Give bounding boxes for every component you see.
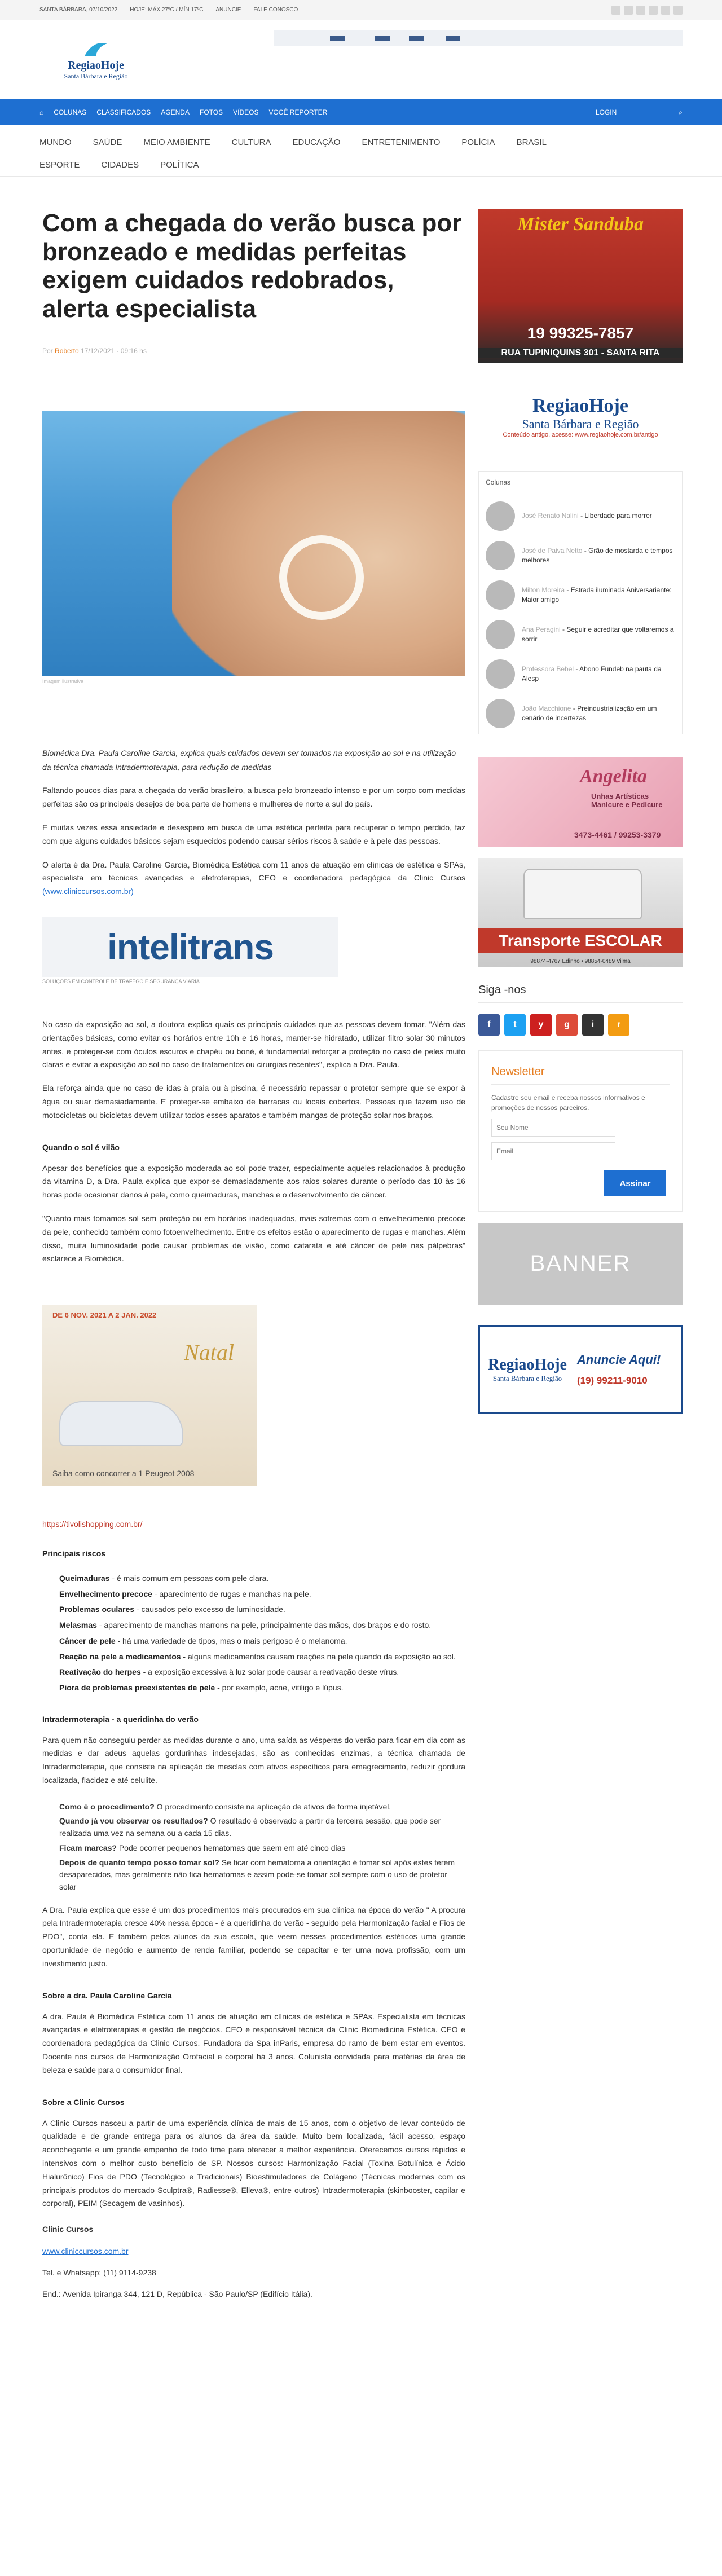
rss-icon[interactable] xyxy=(673,6,683,15)
colunas-widget xyxy=(478,471,683,734)
cat-esporte[interactable]: ESPORTE xyxy=(39,160,80,170)
rh-cta: Conteúdo antigo, acesse: www.regiaohoje.com.br/antigo xyxy=(503,431,658,438)
intelitrans-ad[interactable] xyxy=(42,917,338,977)
tab-colunas[interactable]: Colunas xyxy=(486,478,510,491)
youtube-icon[interactable] xyxy=(636,6,645,15)
sidebar xyxy=(478,209,683,2301)
cat-brasil[interactable]: BRASIL xyxy=(516,137,547,147)
faq-item: Depois de quanto tempo posso tomar sol? Se ficar com hematoma a orientação é tomar sol após estes terem desaparecidos, mas geralmente não fica hematomas e assim pode-se tomar sol sempre com o uso de protetor solar xyxy=(59,1857,455,1891)
newsletter-text: Cadastre seu email e receba nossos informativos e promoções de nossos parceiros. xyxy=(491,1094,645,1112)
subheading: Principais riscos xyxy=(42,1549,106,1558)
avatar xyxy=(486,580,515,610)
van-image xyxy=(523,869,642,919)
contact-link[interactable]: www.cliniccursos.com.br xyxy=(42,2246,129,2256)
intelitrans-logo-text: intelitrans xyxy=(107,926,274,967)
list-item: Queimaduras - é mais comum em pessoas com pele clara. xyxy=(59,1574,269,1583)
siga-title: Siga -nos xyxy=(478,984,526,996)
paragraph: Faltando poucos dias para a chegada do verão brasileiro, a busca pelo bronzeado intenso e por um corpo com medidas perfeitas são os principais desejos de boa parte de homens e mulheres de norte a sul do país. xyxy=(42,786,465,809)
avatar xyxy=(486,620,515,649)
rh-sub: Santa Bárbara e Região xyxy=(522,417,639,431)
tivoli-natal: Natal xyxy=(184,1340,234,1366)
cat-entretenimento[interactable]: ENTRETENIMENTO xyxy=(362,137,441,147)
subheading: Sobre a dra. Paula Caroline Garcia xyxy=(42,1991,172,2000)
cat-cultura[interactable]: CULTURA xyxy=(231,137,271,147)
sanduba-address: RUA TUPINIQUINS 301 - SANTA RITA xyxy=(478,348,683,358)
list-item: Melasmas - aparecimento de manchas marrons na pele, principalmente das mãos, dos braços e do rosto. xyxy=(59,1621,432,1630)
paragraph: Para quem não conseguiu perder as medidas durante o ano, uma saída as vésperas do verão para ficar em dia com as medidas e dar adeus aquelas gordurinhas indesejadas, são as conhecidas enzimas, a técnica chamada de Intradermoterapia, que consiste na aplicação de mesclas com ativos específicos para emagrecimento, reduzir gordura localizada, flacidez e até celulite. xyxy=(42,1735,465,1785)
cat-mundo[interactable]: MUNDO xyxy=(39,137,72,147)
paragraph: E muitas vezes essa ansiedade e desespero em busca de uma estética perfeita para recuperar o tempo perdido, faz com que alguns cuidados básicos sejam esquecidos podendo causar sérios riscos à saúde e à pele das pessoas. xyxy=(42,822,465,846)
nav-classificados[interactable]: CLASSIFICADOS xyxy=(96,108,151,116)
escolar-title: Transporte ESCOLAR xyxy=(478,928,683,953)
topbar xyxy=(0,0,722,20)
hero-caption: Imagem ilustrativa xyxy=(42,679,84,685)
contact-head: Clinic Cursos xyxy=(42,2225,94,2234)
main-nav xyxy=(0,99,722,125)
twitter-icon[interactable] xyxy=(624,6,633,15)
paragraph: A dra. Paula é Biomédica Estética com 11 anos de atuação em clínicas de estética e SPAs. Especialista em técnicas avançadas e eletroterapias e gestão de negócios. CEO e responsável técnica da Clinic Biomedicina Estética. CEO e coordenadora pedagógica da Clinic Cursos. Fundadora da Spa inParis, empresa do ramo de bem estar em eventos. Docente nos cursos de Harmonização Orofacial e corporal há 3 anos. Colunista convidada para matérias da área de beleza e saúde para o consumidor final. xyxy=(42,2011,465,2075)
paragraph: Apesar dos benefícios que a exposição moderada ao sol pode trazer, especialmente aqueles relacionados à produção da vitamina D, a Dra. Paula explica que expor-se demasiadamente aos raios solares durante o período das 10 às 16 horas pode ocasionar danos à pele, como queimaduras, manchas e o desenvolvimento de câncer. xyxy=(42,1163,465,1200)
instagram-icon[interactable] xyxy=(661,6,670,15)
nav-fotos[interactable]: FOTOS xyxy=(199,108,223,116)
escolar-phones: 98874-4767 Edinho • 98854-0489 Vilma xyxy=(530,958,631,965)
anuncie-link[interactable]: ANUNCIE xyxy=(215,7,241,13)
cliniccursos-link[interactable]: (www.cliniccursos.com.br) xyxy=(42,887,134,896)
banner-placeholder[interactable]: BANNER xyxy=(478,1223,683,1305)
paragraph: Ela reforça ainda que no caso de idas à praia ou à piscina, é necessário repassar o protetor sempre que se expor à água ou suar demasiadamente. E proteger-se embaixo de barracas ou locais cobertos. Pessoas que fazem uso de motocicletas ou bicicletas devem utilizar todos esses aparatos e também mangas de proteção solar nos braços. xyxy=(42,1084,465,1120)
article-author[interactable]: Roberto xyxy=(55,347,79,355)
anuncie-logo-sub: Santa Bárbara e Região xyxy=(492,1373,562,1382)
paragraph: O alerta é da Dra. Paula Caroline Garcia, Biomédica Estética com 11 anos de atuação em clínicas de estética e SPAs, especialista em técnicas avançadas e eletroterapias, CEO e coordenadora pedagógica da Clinic Cursos (www.cliniccursos.com.br) xyxy=(42,860,465,896)
nav-videos[interactable]: VÍDEOS xyxy=(233,108,259,116)
avatar xyxy=(486,699,515,728)
facebook-icon[interactable]: f xyxy=(478,1014,500,1036)
avatar xyxy=(486,659,515,689)
google-plus-icon[interactable] xyxy=(649,6,658,15)
subheading: Intradermoterapia - a queridinha do verão xyxy=(42,1714,199,1724)
list-item: Reação na pele a medicamentos - alguns medicamentos causam reações na pele quando da exposição ao sol. xyxy=(59,1652,456,1661)
list-item: Envelhecimento precoce - aparecimento de rugas e manchas na pele. xyxy=(59,1589,311,1599)
list-item[interactable]: José Renato Nalini - Liberdade para morrer xyxy=(486,501,675,531)
logo-name: RegiaoHoje xyxy=(68,59,124,72)
subheading: Sobre a Clinic Cursos xyxy=(42,2097,125,2107)
faq-item: Quando já vou observar os resultados? O resultado é observado a partir da terceira sessão, que pode ser realizada uma vez na semana ou a cada 15 dias. xyxy=(59,1816,441,1838)
faq-item: Ficam marcas? Pode ocorrer pequenos hematomas que saem em até cinco dias xyxy=(59,1843,346,1852)
angelita-name: Angelita xyxy=(580,766,648,787)
list-item: Câncer de pele - há uma variedade de tipos, mas o mais perigoso é o melanoma. xyxy=(59,1636,347,1645)
facebook-icon[interactable] xyxy=(611,6,620,15)
article-date: 17/12/2021 - 09:16 hs xyxy=(81,347,147,355)
angelita-sub: Unhas Artísticas Manicure e Pedicure xyxy=(591,792,663,809)
angelita-phone: 3473-4461 / 99253-3379 xyxy=(574,830,661,839)
search-icon[interactable]: ⌕ xyxy=(679,108,683,116)
twitter-icon[interactable]: t xyxy=(504,1014,526,1036)
subscribe-button[interactable]: Assinar xyxy=(604,1170,666,1196)
sanduba-name: Mister Sanduba xyxy=(517,214,644,235)
cat-educacao[interactable]: EDUCAÇÃO xyxy=(292,137,341,147)
article-meta xyxy=(42,347,465,355)
list-item: Piora de problemas preexistentes de pele - por exemplo, acne, vitiligo e lúpus. xyxy=(59,1683,344,1692)
list-item: Reativação do herpes - a exposição excessiva à luz solar pode causar a reativação deste vírus. xyxy=(59,1667,399,1677)
anuncie-phone: (19) 99211-9010 xyxy=(576,1375,648,1386)
header-banner[interactable] xyxy=(274,30,683,46)
tivoli-date: DE 6 NOV. 2021 A 2 JAN. 2022 xyxy=(52,1311,157,1320)
angelita-ad[interactable] xyxy=(478,757,683,847)
newsletter-title: Newsletter xyxy=(491,1065,545,1078)
cat-saude[interactable]: SAÚDE xyxy=(93,137,122,147)
cat-policia[interactable]: POLÍCIA xyxy=(461,137,495,147)
faq-list xyxy=(42,1801,465,1894)
cat-politica[interactable]: POLÍTICA xyxy=(160,160,199,170)
logo-bird-icon xyxy=(82,39,110,59)
list-item[interactable]: Ana Peragini - Seguir e acreditar que voltaremos a sorrir xyxy=(486,620,675,649)
article xyxy=(42,209,465,2301)
weather-text: HOJE: MÁX 27ºC / MÍN 17ºC xyxy=(130,7,204,13)
avatar xyxy=(486,501,515,531)
list-item[interactable]: José de Paiva Netto - Grão de mostarda e tempos melhores xyxy=(486,541,675,570)
rh-name: RegiaoHoje xyxy=(532,395,628,416)
fale-conosco-link[interactable]: FALE CONOSCO xyxy=(253,7,298,13)
mister-sanduba-ad[interactable] xyxy=(478,209,683,363)
site-logo[interactable] xyxy=(39,29,152,91)
tivoli-link[interactable]: https://tivolishopping.com.br/ xyxy=(42,1520,143,1529)
sun-drawing xyxy=(279,535,364,620)
location-text: SANTA BÁRBARA, 07/10/2022 xyxy=(39,7,118,13)
instagram-icon[interactable]: i xyxy=(582,1014,604,1036)
transporte-escolar-ad[interactable] xyxy=(478,858,683,967)
login-link[interactable]: LOGIN xyxy=(595,108,617,116)
newsletter-widget xyxy=(478,1050,683,1212)
logo-sub: Santa Bárbara e Região xyxy=(64,72,128,80)
avatar xyxy=(486,541,515,570)
nav-voce-reporter[interactable]: VOCÊ REPORTER xyxy=(268,108,328,116)
paragraph: A Clinic Cursos nasceu a partir de uma experiência clínica de mais de 15 anos, com o objetivo de levar conteúdo de qualidade e de grande entrega para os alunos da área da saúde. Muito bem localizada, fácil acesso, espaço aconchegante e um grande empenho de todo time para oferecer a melhor experiência. Oferecemos cursos rápidos e intensivos com o melhor custo benefício de SP. Nossos cursos: Harmonização Facial (Toxina Botulínica e Ácido Hialurônico) Fios de PDO (Tecnológico e Tradicionais) Bioestimuladores de Colágeno (Técnicas modernas com os principais produtos do mercado Sculptra®, Radiesse®, Elleva®, entre outros) Intradermoterapia (skinbooster, capilar e corporal), PEIM (Secagem de vasinhos). xyxy=(42,2118,465,2208)
contact-block xyxy=(42,2223,465,2301)
email-field[interactable] xyxy=(491,1142,615,1160)
tivoli-ad[interactable] xyxy=(42,1305,257,1486)
cat-meio-ambiente[interactable]: MEIO AMBIENTE xyxy=(143,137,210,147)
name-field[interactable] xyxy=(491,1119,615,1137)
contact-address: End.: Avenida Ipiranga 344, 121 D, República - São Paulo/SP (Edifício Itália). xyxy=(42,2289,312,2299)
faq-item: Como é o procedimento? O procedimento consiste na aplicação de ativos de forma injetável. xyxy=(59,1802,391,1811)
nav-agenda[interactable]: AGENDA xyxy=(161,108,190,116)
list-item[interactable]: Professora Bebel - Abono Fundeb na pauta da Alesp xyxy=(486,659,675,689)
list-item[interactable]: Milton Moreira - Estrada iluminada Aniversariante: Maior amigo xyxy=(486,580,675,610)
category-nav xyxy=(0,125,722,177)
list-item: Problemas oculares - causados pelo excesso de luminosidade. xyxy=(59,1605,285,1614)
cat-cidades[interactable]: CIDADES xyxy=(101,160,139,170)
nav-colunas[interactable]: COLUNAS xyxy=(54,108,87,116)
sanduba-phone: 19 99325-7857 xyxy=(527,324,634,342)
regiaohoje-archive-ad[interactable] xyxy=(478,372,683,462)
anuncie-ad[interactable] xyxy=(478,1325,683,1414)
home-icon[interactable]: ⌂ xyxy=(39,108,44,116)
list-item[interactable]: João Macchione - Preindustrialização em um cenário de incertezas xyxy=(486,699,675,728)
anuncie-title: Anuncie Aqui! xyxy=(576,1352,661,1367)
risks-list xyxy=(42,1573,465,1694)
intelitrans-tagline: SOLUÇÕES EM CONTROLE DE TRÁFEGO E SEGURANÇA VIÁRIA xyxy=(42,978,200,984)
paragraph: No caso da exposição ao sol, a doutora explica quais os principais cuidados que as pessoas devem tomar. "Além das orientações básicas, como evitar os horários entre 10h e 16 horas, manter-se hidratado, utilizar filtro solar 30 minutos antes, e proteger-se com óculos escuros e chapéu ou boné, é fundamental reforçar a proteção no caso de peles muito claras e evitar a exposição ao sol no caso de tratamentos ou cirurgias recentes", explica a Dra. Paula. xyxy=(42,1019,465,1069)
site-header xyxy=(0,20,722,99)
contact-tel: Tel. e Whatsapp: (11) 9114-9238 xyxy=(42,2267,156,2277)
by-label: Por xyxy=(42,347,53,355)
google-plus-icon[interactable]: g xyxy=(556,1014,578,1036)
subheading: Quando o sol é vilão xyxy=(42,1142,120,1152)
anuncie-logo-name: RegiaoHoje xyxy=(488,1355,567,1373)
rss-icon[interactable]: r xyxy=(608,1014,629,1036)
article-lead: Biomédica Dra. Paula Caroline Garcia, explica quais cuidados devem ser tomados na exposição ao sol e na utilização da técnica chamada Intradermoterapia, para redução de medidas xyxy=(42,748,456,772)
social-follow xyxy=(478,984,683,1036)
article-title: Com a chegada do verão busca por bronzeado e medidas perfeitas exigem cuidados redobrados, alerta especialista xyxy=(42,209,462,323)
youtube-icon[interactable]: y xyxy=(530,1014,552,1036)
tivoli-cta: Saiba como concorrer a 1 Peugeot 2008 xyxy=(52,1469,195,1478)
paragraph: "Quanto mais tomamos sol sem proteção ou em horários inadequados, mais sofremos com o envelhecimento precoce da pele, conhecido também como fotoenvelhecimento. Entre os efeitos estão o aparecimento de rugas e manchas. Além disso, muita luminosidade pode causar problemas de visão, como catarata e até câncer de pele nas pálpebras" esclarece a Biomédica. xyxy=(42,1213,465,1263)
hero-image xyxy=(42,411,465,676)
paragraph: A Dra. Paula explica que esse é um dos procedimentos mais procurados em sua clínica na época do verão " A procura pela Intradermoterapia cresce 40% nessa época - é a queridinha do verão - seguido pela Harmonização facial e Fios de PDO", conta ela. E também pelos alunos da sua escola, que veem nesses procedimentos estéticos uma grande oportunidade de negócio e aumento de renda familiar, podendo se capacitar e ter uma nova profissão, com um investimento justo. xyxy=(42,1905,465,1968)
car-image xyxy=(59,1401,183,1446)
